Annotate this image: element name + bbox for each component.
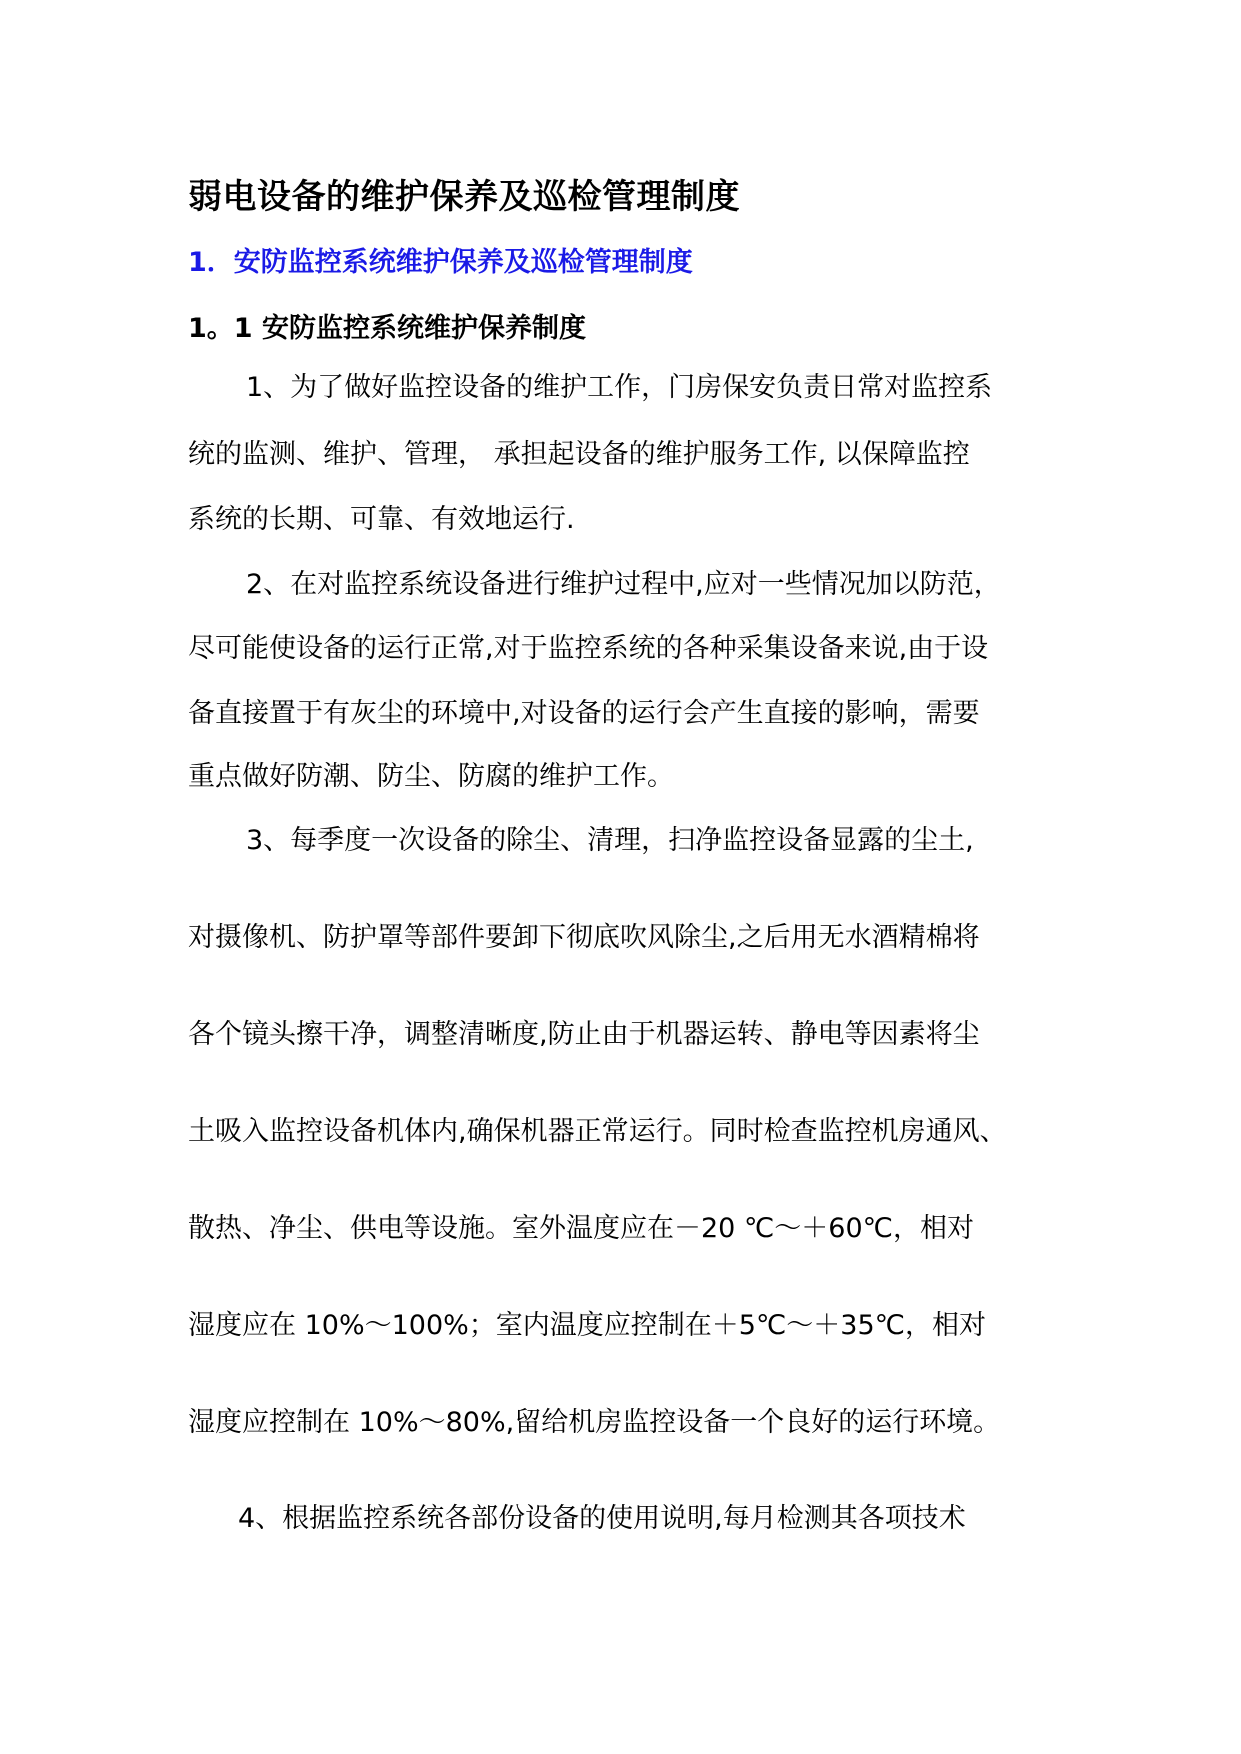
- section-heading: 1．安防监控系统维护保养及巡检管理制度: [188, 247, 693, 278]
- document-title: 弱电设备的维护保养及巡检管理制度: [188, 177, 740, 217]
- paragraph-line: 湿度应在 10%～100%；室内温度应控制在＋5℃～＋35℃，相对: [188, 1310, 986, 1341]
- paragraph-line: 2、在对监控系统设备进行维护过程中,应对一些情况加以防范，: [246, 569, 1001, 600]
- paragraph-line: 土吸入监控设备机体内,确保机器正常运行。同时检查监控机房通风、: [188, 1116, 1007, 1147]
- paragraph-line: 1、为了做好监控设备的维护工作，门房保安负责日常对监控系: [246, 372, 993, 403]
- paragraph-line: 3、每季度一次设备的除尘、清理，扫净监控设备显露的尘土,: [246, 825, 974, 856]
- paragraph-line: 备直接置于有灰尘的环境中,对设备的运行会产生直接的影响，需要: [188, 698, 980, 729]
- paragraph-line: 湿度应控制在 10%～80%,留给机房监控设备一个良好的运行环境。: [188, 1407, 1001, 1438]
- paragraph-line: 系统的长期、可靠、有效地运行.: [188, 504, 575, 535]
- paragraph-line: 散热、净尘、供电等设施。室外温度应在－20 ℃～＋60℃，相对: [188, 1213, 974, 1244]
- paragraph-line: 各个镜头擦干净，调整清晰度,防止由于机器运转、静电等因素将尘: [188, 1019, 980, 1050]
- paragraph-line: 重点做好防潮、防尘、防腐的维护工作。: [188, 761, 674, 792]
- paragraph-line: 4、根据监控系统各部份设备的使用说明,每月检测其各项技术: [238, 1503, 966, 1534]
- paragraph-line: 对摄像机、防护罩等部件要卸下彻底吹风除尘,之后用无水酒精棉将: [188, 922, 980, 953]
- paragraph-line: 统的监测、维护、管理， 承担起设备的维护服务工作, 以保障监控: [188, 439, 970, 470]
- subsection-heading: 1。1 安防监控系统维护保养制度: [188, 313, 586, 344]
- paragraph-line: 尽可能使设备的运行正常,对于监控系统的各种采集设备来说,由于设: [188, 633, 989, 664]
